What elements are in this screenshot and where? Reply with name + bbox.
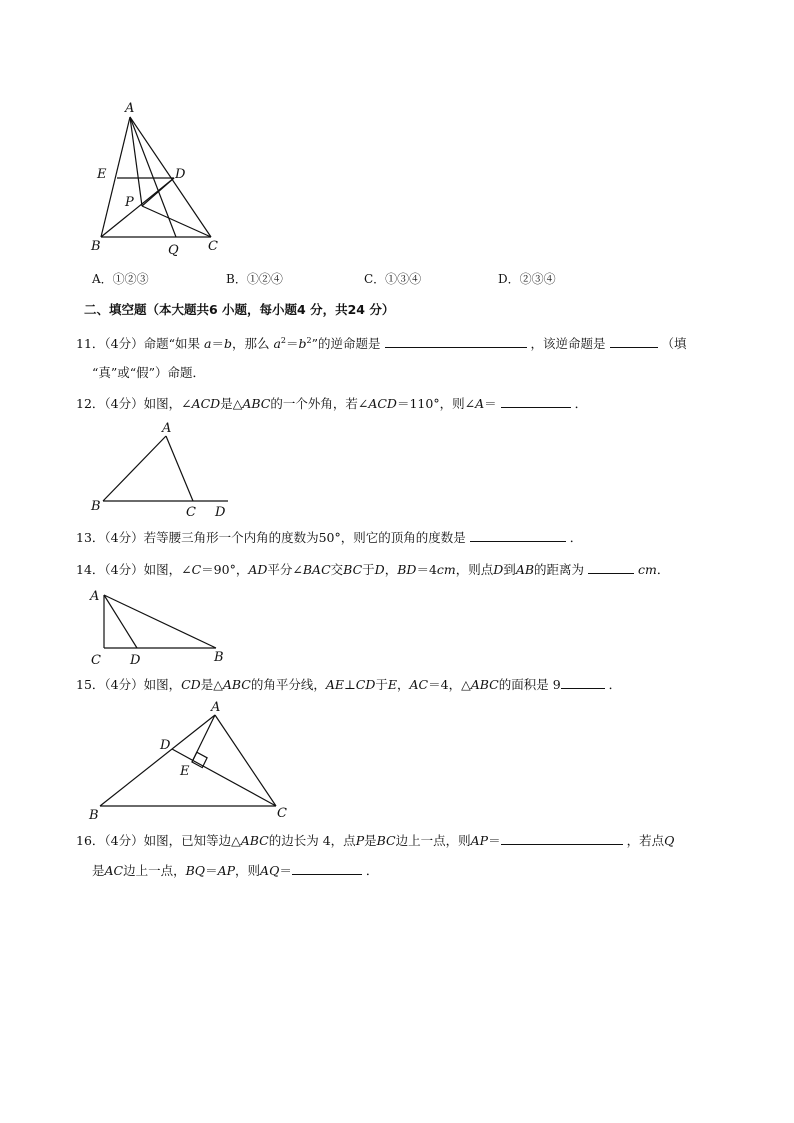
question-11-line-2: “真”或“假”）命题．	[92, 365, 206, 380]
q12-answer-blank[interactable]	[501, 395, 571, 408]
fig4-label-d: D	[160, 738, 171, 753]
question-11-line-1: 11．（4分）命题“如果 a＝b，那么 $a^2=b^2$”的逆命题是 ，该逆命题是 （填	[76, 336, 687, 352]
fig1-label-b: B	[91, 239, 101, 254]
q11-answer-blank-2[interactable]	[610, 335, 658, 348]
fig1-label-p: P	[125, 195, 134, 210]
fig3-label-d: D	[130, 653, 141, 668]
fig1-label-a: A	[125, 101, 135, 116]
fig1-label-c: C	[208, 239, 218, 254]
fig3-label-b: B	[214, 650, 224, 665]
fig4-label-c: C	[277, 806, 287, 821]
q13-answer-blank[interactable]	[470, 529, 566, 542]
fig4-label-e: E	[180, 764, 190, 779]
fig3-label-a: A	[90, 589, 100, 604]
choice-a[interactable]: A．①②③	[92, 272, 149, 286]
fig2-label-b: B	[91, 499, 101, 514]
q15-answer-blank[interactable]	[561, 676, 605, 689]
question-16-line-1: 16．（4分）如图，已知等边△ABC的边长为 4，点P是BC边上一点，则AP＝ ，若点Q	[76, 833, 675, 848]
figure-3-right-triangle	[86, 584, 236, 670]
fig2-label-a: A	[162, 421, 172, 436]
fig1-label-d: D	[175, 167, 186, 182]
q11-answer-blank-1[interactable]	[385, 335, 527, 348]
fig3-label-c: C	[91, 653, 101, 668]
question-14: 14．（4分）如图，∠C＝90°，AD平分∠BAC交BC于D，BD＝4cm，则点D到AB的距离为 cm．	[76, 562, 670, 577]
question-13: 13．（4分）若等腰三角形一个内角的度数为50°，则它的顶角的度数是 ．	[76, 530, 583, 545]
question-16-line-2: 是AC边上一点，BQ＝AP，则AQ＝ ．	[92, 863, 379, 878]
figure-1-triangle-abc-with-p-q	[86, 96, 226, 261]
q16-answer-blank-1[interactable]	[501, 832, 623, 845]
choice-b[interactable]: B．①②④	[226, 272, 283, 286]
choice-d[interactable]: D．②③④	[498, 272, 556, 286]
question-15: 15．（4分）如图，CD是△ABC的角平分线，AE⊥CD于E，AC＝4，△ABC的面积是 9 ．	[76, 677, 622, 692]
figure-2-exterior-angle	[86, 418, 236, 520]
section-title: 二、填空题（本大题共6 小题，每小题4 分，共24 分）	[84, 302, 395, 317]
q16-answer-blank-2[interactable]	[292, 862, 362, 875]
fig1-label-q: Q	[168, 243, 179, 258]
choice-c[interactable]: C．①③④	[364, 272, 422, 286]
figure-4-angle-bisector	[86, 700, 296, 822]
fig1-label-e: E	[97, 167, 107, 182]
fig4-label-b: B	[89, 808, 99, 822]
q14-answer-blank[interactable]	[588, 561, 634, 574]
fig2-label-d: D	[215, 505, 226, 520]
fig4-label-a: A	[211, 700, 221, 715]
fig2-label-c: C	[186, 505, 196, 520]
question-12: 12．（4分）如图，∠ACD是△ABC的一个外角，若∠ACD＝110°，则∠A＝ ．	[76, 396, 588, 411]
